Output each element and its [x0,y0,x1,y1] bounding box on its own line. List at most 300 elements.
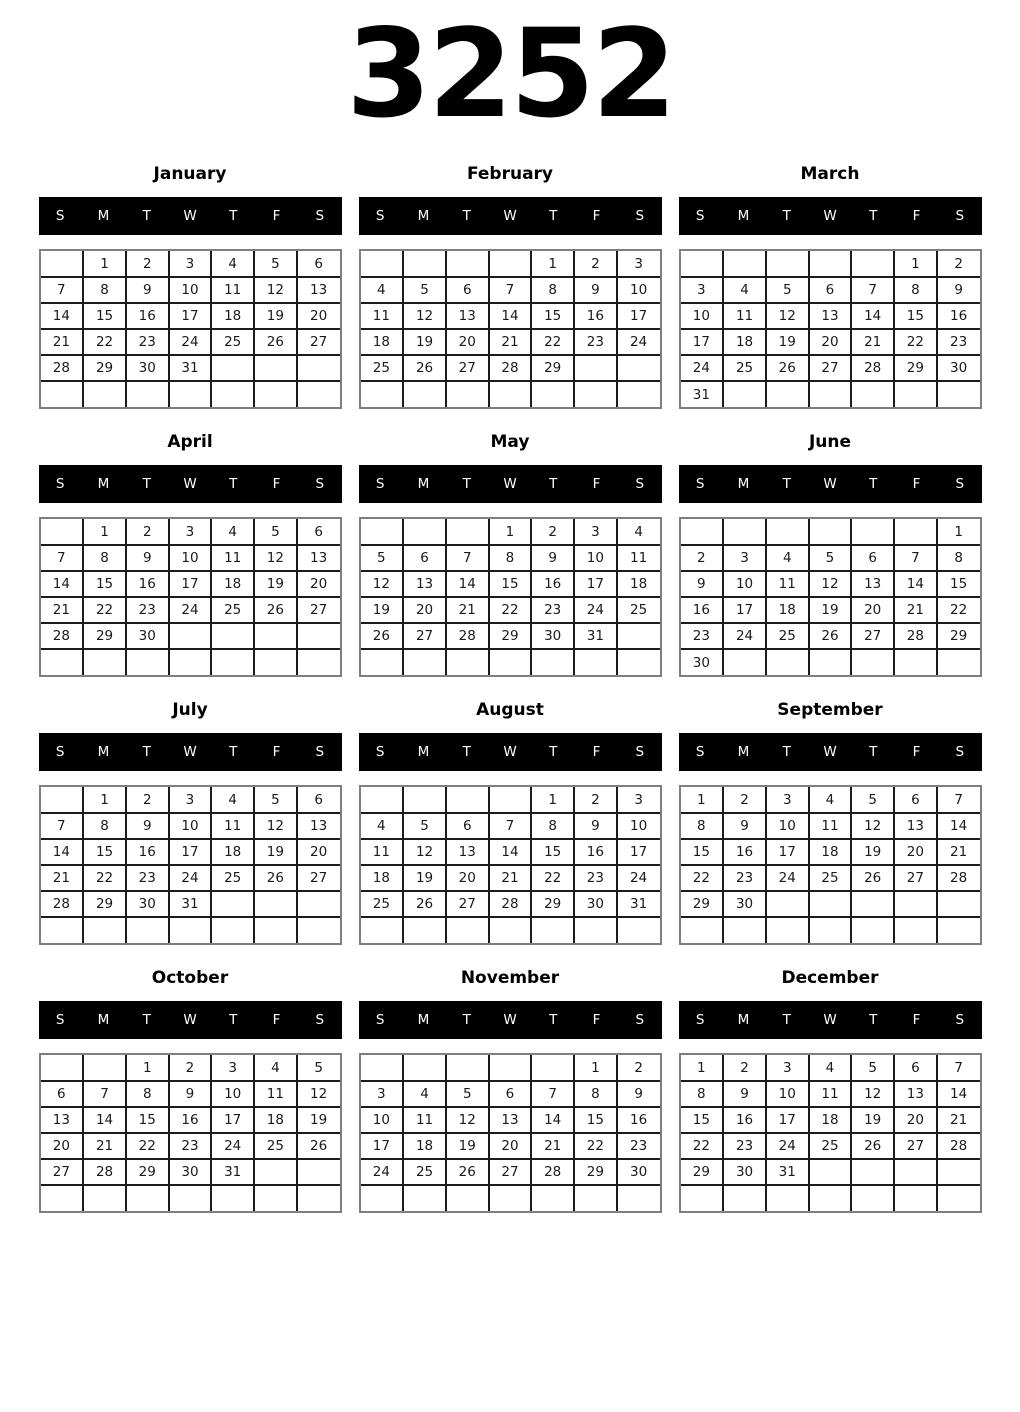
day-cell: 10 [169,813,212,839]
day-cell: 10 [574,545,617,571]
day-cell-empty [723,381,766,407]
day-cell: 2 [617,1055,660,1081]
weekday-header-cell: M [97,476,110,493]
week-row [361,329,660,355]
day-cell-empty [41,519,84,545]
day-cell: 4 [211,519,254,545]
day-cell-empty [766,649,809,675]
day-cell: 24 [617,329,660,355]
day-cell: 7 [851,277,894,303]
day-cell: 23 [126,865,169,891]
day-cell: 18 [809,839,852,865]
day-cell: 3 [211,1055,254,1081]
day-cell-empty [681,1185,724,1211]
day-cell-empty [41,1185,84,1211]
day-cell: 7 [446,545,489,571]
day-cell-empty [489,917,532,943]
day-cell: 15 [574,1107,617,1133]
day-cell: 28 [41,891,84,917]
day-cell: 1 [894,251,937,277]
day-cell: 1 [126,1055,169,1081]
day-cell: 28 [937,865,980,891]
day-cell: 23 [937,329,980,355]
day-cell: 22 [681,865,724,891]
day-cell: 24 [169,865,212,891]
day-cell: 27 [297,865,340,891]
day-cell-empty [809,381,852,407]
weekday-header-cell: S [315,1012,325,1029]
day-cell: 24 [723,623,766,649]
weekday-header-cell: T [869,208,878,225]
week-row [361,545,660,571]
day-cell: 29 [574,1159,617,1185]
day-cell: 7 [489,813,532,839]
day-cell: 31 [617,891,660,917]
weekday-header-cell: S [955,208,965,225]
day-cell: 4 [361,277,404,303]
day-cell: 27 [297,329,340,355]
day-cell: 5 [766,277,809,303]
month-title: March [800,164,860,185]
weekday-header-cell: T [229,208,238,225]
day-cell: 25 [211,865,254,891]
day-cell: 4 [211,251,254,277]
day-cell: 11 [211,545,254,571]
day-cell: 23 [617,1133,660,1159]
weekday-header-cell: M [97,1012,110,1029]
day-cell: 30 [531,623,574,649]
day-cell-empty [937,1185,980,1211]
month-january [39,164,342,409]
day-cell-empty [446,787,489,813]
month-title: October [151,968,229,989]
week-row [681,597,980,623]
day-cell-empty [297,1185,340,1211]
day-cell: 27 [489,1159,532,1185]
day-cell: 1 [681,787,724,813]
day-cell: 25 [361,355,404,381]
day-cell: 13 [894,813,937,839]
day-cell-empty [446,381,489,407]
day-cell: 3 [169,251,212,277]
week-row [361,1159,660,1185]
day-cell: 16 [937,303,980,329]
day-cell: 18 [211,839,254,865]
day-cell-empty [211,891,254,917]
month-july [39,700,342,945]
weekday-header-cell: S [375,208,385,225]
day-cell-empty [254,891,297,917]
day-cell: 21 [446,597,489,623]
month-grid [39,249,342,409]
month-title: May [490,432,530,453]
day-cell: 5 [254,519,297,545]
week-row [681,381,980,407]
day-cell: 8 [894,277,937,303]
week-row [361,1185,660,1211]
day-cell-empty [617,1185,660,1211]
day-cell: 25 [617,597,660,623]
week-row [681,839,980,865]
day-cell-empty [254,623,297,649]
day-cell: 28 [41,623,84,649]
day-cell: 30 [126,355,169,381]
week-row [41,1107,340,1133]
day-cell-empty [851,1185,894,1211]
day-cell: 23 [723,1133,766,1159]
weekday-header-cell: F [592,1012,601,1029]
day-cell: 30 [126,623,169,649]
weekday-header-cell: M [737,744,750,761]
day-cell: 12 [851,1081,894,1107]
week-row [681,1133,980,1159]
weekday-header-cell: S [695,744,705,761]
day-cell: 6 [446,277,489,303]
day-cell: 27 [894,1133,937,1159]
day-cell: 12 [851,813,894,839]
week-row [361,787,660,813]
day-cell: 3 [766,787,809,813]
day-cell: 3 [766,1055,809,1081]
day-cell: 19 [297,1107,340,1133]
day-cell-empty [41,917,84,943]
weekday-header-cell: S [635,208,645,225]
day-cell: 10 [617,813,660,839]
day-cell-empty [41,381,84,407]
day-cell-empty [574,381,617,407]
week-row [41,623,340,649]
day-cell-empty [489,649,532,675]
weekday-header-cell: T [549,476,558,493]
day-cell: 6 [297,519,340,545]
day-cell: 26 [851,865,894,891]
weekday-header-row [39,1001,342,1039]
day-cell: 14 [531,1107,574,1133]
day-cell: 22 [83,865,126,891]
day-cell-empty [894,519,937,545]
weekday-header-cell: T [462,476,471,493]
day-cell-empty [211,355,254,381]
weekday-header-row [679,733,982,771]
day-cell: 12 [297,1081,340,1107]
day-cell-empty [297,381,340,407]
weekday-header-cell: W [183,476,197,493]
day-cell: 21 [41,865,84,891]
day-cell: 31 [574,623,617,649]
day-cell: 8 [126,1081,169,1107]
day-cell: 30 [723,1159,766,1185]
day-cell: 16 [126,303,169,329]
day-cell: 15 [937,571,980,597]
day-cell-empty [617,917,660,943]
weekday-header-cell: S [315,208,325,225]
month-august [359,700,662,945]
day-cell: 16 [617,1107,660,1133]
day-cell-empty [809,1185,852,1211]
day-cell-empty [851,649,894,675]
day-cell: 11 [723,303,766,329]
day-cell-empty [489,1185,532,1211]
week-row [681,891,980,917]
weekday-header-row [359,465,662,503]
day-cell-empty [766,381,809,407]
day-cell-empty [809,917,852,943]
day-cell: 20 [297,839,340,865]
day-cell-empty [83,1055,126,1081]
day-cell-empty [254,917,297,943]
week-row [41,303,340,329]
day-table [361,787,660,943]
day-cell: 17 [723,597,766,623]
day-cell-empty [617,355,660,381]
day-cell: 20 [446,865,489,891]
day-cell: 3 [723,545,766,571]
day-cell: 22 [83,329,126,355]
month-grid [679,785,982,945]
day-cell: 17 [681,329,724,355]
day-cell: 23 [531,597,574,623]
day-cell-empty [574,1185,617,1211]
weekday-header-cell: T [869,1012,878,1029]
day-cell: 4 [809,1055,852,1081]
day-cell-empty [809,1159,852,1185]
weekday-header-cell: M [737,476,750,493]
day-cell: 26 [361,623,404,649]
day-cell: 26 [254,597,297,623]
day-cell-empty [446,1055,489,1081]
month-grid [39,785,342,945]
day-cell-empty [531,649,574,675]
day-cell: 15 [681,1107,724,1133]
day-cell: 7 [894,545,937,571]
day-cell-empty [126,649,169,675]
day-cell-empty [446,649,489,675]
day-cell: 11 [254,1081,297,1107]
day-table [681,251,980,407]
day-cell-empty [574,917,617,943]
week-row [681,355,980,381]
weekday-header-cell: F [912,1012,921,1029]
day-cell: 11 [766,571,809,597]
day-cell: 24 [617,865,660,891]
day-cell: 25 [403,1159,446,1185]
day-cell: 1 [531,251,574,277]
day-cell: 20 [489,1133,532,1159]
day-cell: 16 [574,839,617,865]
weekday-header-cell: S [695,476,705,493]
day-cell: 29 [126,1159,169,1185]
day-cell-empty [254,355,297,381]
weekday-header-cell: S [635,744,645,761]
day-cell-empty [361,649,404,675]
weekday-header-cell: T [142,744,151,761]
day-cell: 3 [681,277,724,303]
weekday-header-row [679,1001,982,1039]
day-cell-empty [446,1185,489,1211]
day-cell: 7 [531,1081,574,1107]
day-cell-empty [169,917,212,943]
day-cell: 3 [617,251,660,277]
weekday-header-cell: W [503,1012,517,1029]
day-cell: 26 [297,1133,340,1159]
day-cell: 4 [617,519,660,545]
day-cell-empty [574,355,617,381]
week-row [41,891,340,917]
day-cell: 12 [809,571,852,597]
weekday-header-cell: S [635,1012,645,1029]
day-cell: 6 [297,251,340,277]
day-cell: 11 [809,813,852,839]
day-cell: 8 [531,277,574,303]
day-cell: 27 [446,355,489,381]
day-cell: 13 [894,1081,937,1107]
day-cell-empty [126,1185,169,1211]
day-cell: 8 [681,813,724,839]
day-cell: 1 [937,519,980,545]
day-cell: 21 [83,1133,126,1159]
day-cell: 30 [937,355,980,381]
day-cell-empty [41,649,84,675]
year-title: 3252 [346,3,674,145]
day-cell: 16 [681,597,724,623]
day-cell: 9 [723,1081,766,1107]
day-cell: 29 [681,891,724,917]
day-cell: 29 [531,891,574,917]
day-cell: 20 [809,329,852,355]
day-cell-empty [403,649,446,675]
day-cell: 16 [531,571,574,597]
day-cell: 9 [169,1081,212,1107]
day-cell: 27 [851,623,894,649]
day-cell-empty [41,787,84,813]
day-cell-empty [403,519,446,545]
day-cell: 10 [766,813,809,839]
day-cell-empty [403,251,446,277]
day-cell: 3 [361,1081,404,1107]
day-cell: 24 [766,865,809,891]
day-cell: 17 [169,303,212,329]
weekday-header-cell: F [272,744,281,761]
day-cell: 6 [297,787,340,813]
day-cell: 14 [937,813,980,839]
weekday-header-cell: S [375,1012,385,1029]
day-cell: 25 [723,355,766,381]
day-cell: 31 [169,355,212,381]
day-cell: 21 [489,329,532,355]
day-cell: 21 [851,329,894,355]
weekday-header-cell: S [375,476,385,493]
day-cell-empty [894,649,937,675]
weekday-header-cell: T [869,744,878,761]
week-row [41,519,340,545]
day-cell-empty [766,917,809,943]
week-row [361,519,660,545]
week-row [41,277,340,303]
day-cell-empty [361,251,404,277]
day-cell: 28 [489,355,532,381]
day-cell: 7 [41,813,84,839]
day-cell: 11 [211,277,254,303]
day-cell: 4 [254,1055,297,1081]
weekday-header-cell: T [462,744,471,761]
day-cell-empty [211,649,254,675]
month-title: August [476,700,544,721]
month-title: June [808,432,852,453]
day-cell: 12 [254,277,297,303]
week-row [681,623,980,649]
day-cell-empty [937,891,980,917]
day-cell: 18 [254,1107,297,1133]
weekday-header-cell: M [737,1012,750,1029]
day-cell-empty [83,917,126,943]
day-cell: 17 [617,839,660,865]
day-cell: 9 [574,813,617,839]
week-row [361,1107,660,1133]
weekday-header-cell: S [635,476,645,493]
day-cell: 14 [41,839,84,865]
month-grid [359,517,662,677]
day-cell: 13 [809,303,852,329]
month-november [359,968,662,1213]
day-cell-empty [894,1185,937,1211]
day-cell-empty [403,787,446,813]
day-cell: 16 [126,839,169,865]
day-cell-empty [937,917,980,943]
day-cell: 24 [169,329,212,355]
weekday-header-cell: M [737,208,750,225]
day-cell-empty [254,1159,297,1185]
weekday-header-cell: F [912,208,921,225]
day-cell-empty [41,1055,84,1081]
day-cell: 25 [361,891,404,917]
day-cell: 31 [681,381,724,407]
weekday-header-cell: S [55,744,65,761]
day-cell: 5 [403,277,446,303]
week-row [361,813,660,839]
day-cell: 12 [254,545,297,571]
week-row [41,251,340,277]
day-cell-empty [361,1185,404,1211]
week-row [41,381,340,407]
day-cell-empty [766,1185,809,1211]
weekday-header-cell: T [142,208,151,225]
day-cell-empty [681,917,724,943]
day-cell: 2 [681,545,724,571]
weekday-header-cell: S [375,744,385,761]
day-cell-empty [489,381,532,407]
day-cell-empty [851,519,894,545]
day-cell: 14 [41,571,84,597]
day-cell: 7 [41,277,84,303]
week-row [681,329,980,355]
weekday-header-cell: T [782,744,791,761]
week-row [681,571,980,597]
day-cell: 5 [254,787,297,813]
month-grid [679,249,982,409]
weekday-header-cell: F [272,1012,281,1029]
day-cell-empty [361,787,404,813]
week-row [361,891,660,917]
day-cell-empty [297,649,340,675]
day-cell: 16 [723,1107,766,1133]
day-cell: 16 [723,839,766,865]
day-cell-empty [894,891,937,917]
week-row [681,917,980,943]
day-cell: 25 [254,1133,297,1159]
day-cell-empty [446,251,489,277]
day-cell: 12 [254,813,297,839]
day-cell: 1 [489,519,532,545]
